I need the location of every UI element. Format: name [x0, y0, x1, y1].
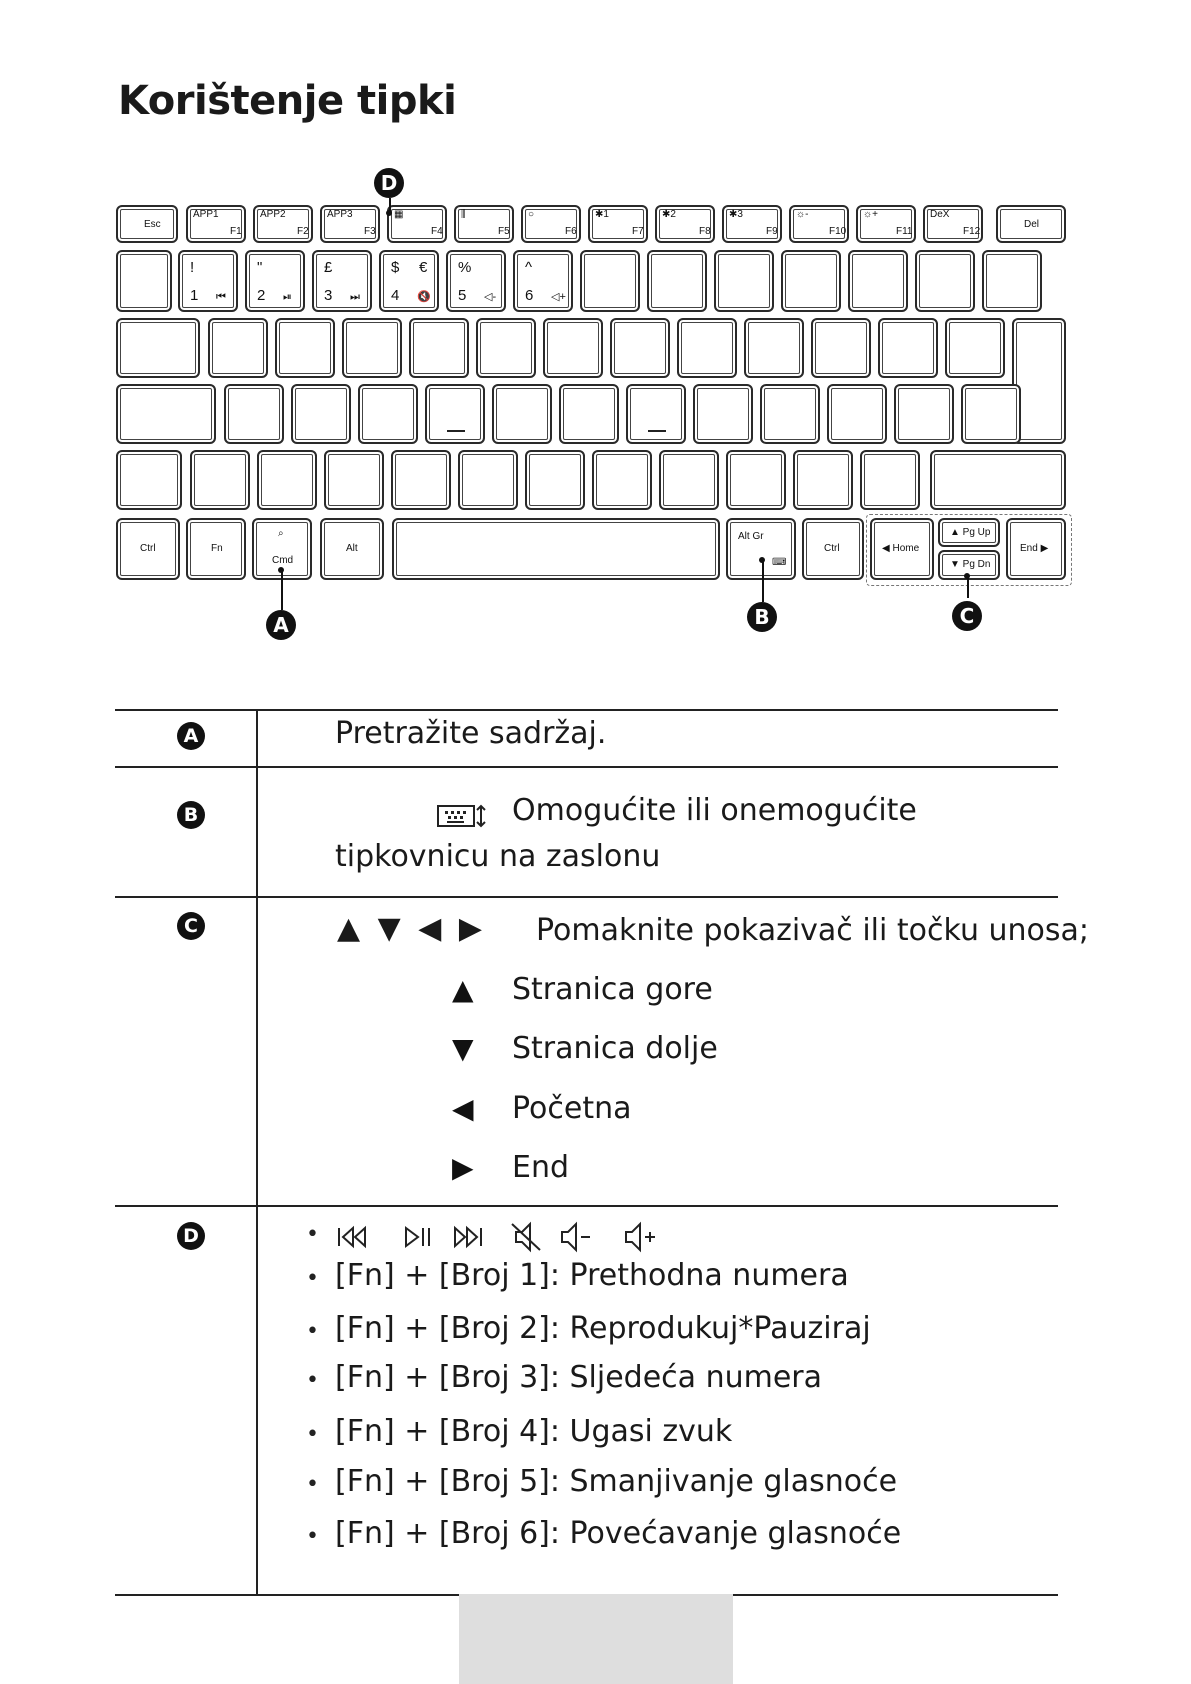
key-f-label: F11 [896, 226, 913, 237]
key [257, 450, 317, 510]
keyboard-diagram [0, 0, 1191, 640]
callout-b-dot [759, 557, 765, 563]
key-backtick [116, 250, 172, 312]
row-c-arrows: ▲ ▼ ◀ ▶ [337, 911, 486, 946]
home-icon: ◀ [452, 1092, 474, 1125]
key-label-home: ◀ Home [882, 543, 920, 554]
bullet: • [306, 1422, 319, 1447]
row-d-item: [Fn] + [Broj 1]: Prethodna numera [335, 1258, 849, 1293]
row-d-item: [Fn] + [Broj 2]: Reprodukuj*Pauziraj [335, 1311, 871, 1346]
footer-block [459, 1594, 733, 1684]
key [848, 250, 908, 312]
key-f-label: F7 [632, 226, 644, 237]
table-column-divider [256, 709, 258, 1595]
key [476, 318, 536, 378]
key-f-label: F4 [431, 226, 443, 237]
key-alt-label: € [419, 259, 428, 276]
key-shift-label: ! [190, 259, 195, 276]
key-media-icon: 🔇 [417, 291, 431, 303]
row-c-item-4: End [512, 1150, 570, 1185]
key [425, 384, 485, 444]
key-shift-right [930, 450, 1066, 510]
key-f2 [253, 205, 313, 243]
key-number-label: 3 [324, 287, 333, 304]
page-up-icon: ▲ [452, 973, 474, 1006]
key-f-label: F12 [963, 226, 981, 237]
key-number-label: 5 [458, 287, 467, 304]
key-label-ctrl: Ctrl [140, 543, 156, 554]
key-number-label: 4 [391, 287, 400, 304]
key-top-label: ☼+ [863, 209, 879, 220]
home-bump [648, 430, 666, 432]
key-number-label: 1 [190, 287, 199, 304]
key-ctrl-left [116, 518, 180, 580]
key [190, 450, 250, 510]
keyboard-icon: ⌨ [772, 557, 787, 568]
key-f-label: F8 [699, 226, 711, 237]
key-number-4 [379, 250, 439, 312]
key-shift-label: $ [391, 259, 400, 276]
key [811, 318, 871, 378]
key-label-end: End ▶ [1020, 543, 1049, 554]
key [525, 450, 585, 510]
key-caps [116, 384, 216, 444]
key [208, 318, 268, 378]
key [275, 318, 335, 378]
key-number-6 [513, 250, 573, 312]
key-number-3 [312, 250, 372, 312]
row-c-item-1: Stranica gore [512, 972, 713, 1007]
key-f-label: F1 [230, 226, 242, 237]
row-badge-a: A [177, 722, 205, 750]
key [342, 318, 402, 378]
key-f12 [923, 205, 983, 243]
onscreen-keyboard-icon [437, 803, 487, 829]
row-c-item-2: Stranica dolje [512, 1031, 718, 1066]
key-media-icon: ◁+ [551, 291, 566, 303]
key [592, 450, 652, 510]
key-f-label: F2 [297, 226, 309, 237]
key-media-icon: ⏭ [350, 291, 360, 303]
callout-c: C [952, 601, 982, 631]
row-d-item: [Fn] + [Broj 6]: Povećavanje glasnoće [335, 1516, 902, 1551]
key-label-alt: Alt [346, 543, 358, 554]
key-number-1 [178, 250, 238, 312]
key-f1 [186, 205, 246, 243]
end-icon: ▶ [452, 1151, 474, 1184]
key [409, 318, 469, 378]
key [580, 250, 640, 312]
callout-b: B [747, 602, 777, 632]
key-f3 [320, 205, 380, 243]
key-shift-label: " [257, 259, 263, 276]
key [626, 384, 686, 444]
key [358, 384, 418, 444]
callout-c-dot [964, 573, 970, 579]
key [760, 384, 820, 444]
key-f8 [655, 205, 715, 243]
search-icon: ⌕ [278, 528, 284, 539]
row-d-item: [Fn] + [Broj 4]: Ugasi zvuk [335, 1414, 733, 1449]
key-media-icon: ⏯ [283, 291, 292, 303]
key-label-pgup: ▲ Pg Up [950, 527, 991, 538]
key-label-ctrl: Ctrl [824, 543, 840, 554]
row-d-item: [Fn] + [Broj 3]: Sljedeća numera [335, 1360, 823, 1395]
key-top-label: ☼- [796, 209, 809, 220]
key-top-label: ✱1 [595, 209, 609, 220]
key-top-label: APP3 [327, 209, 353, 220]
bullet: • [306, 1266, 319, 1291]
row-c-item-3: Početna [512, 1091, 632, 1126]
key-label-fn: Fn [211, 543, 223, 554]
key-top-label: ▦ [394, 209, 404, 220]
key-number-2 [245, 250, 305, 312]
key [982, 250, 1042, 312]
bullet: • [306, 1222, 319, 1247]
key-top-label: ✱2 [662, 209, 676, 220]
callout-a: A [266, 610, 296, 640]
key-f11 [856, 205, 916, 243]
key-f10 [789, 205, 849, 243]
row-b-text-line2: tipkovnicu na zaslonu [335, 839, 661, 874]
key-number-5 [446, 250, 506, 312]
key-f-label: F6 [565, 226, 577, 237]
key-f6 [521, 205, 581, 243]
key [659, 450, 719, 510]
key-top-label: APP2 [260, 209, 286, 220]
bullet: • [306, 1472, 319, 1497]
key-label-pgdn: ▼ Pg Dn [950, 559, 991, 570]
key-number-label: 6 [525, 287, 534, 304]
callout-b-line [762, 560, 764, 602]
key-top-label: ✱3 [729, 209, 743, 220]
key-altgr [726, 518, 796, 580]
key-media-icon: ⏮ [216, 291, 226, 303]
page-down-icon: ▼ [452, 1032, 474, 1065]
key [291, 384, 351, 444]
key [391, 450, 451, 510]
key [793, 450, 853, 510]
callout-d-dot [386, 210, 392, 216]
key-f4 [387, 205, 447, 243]
row-badge-c: C [177, 912, 205, 940]
callout-a-line [281, 570, 283, 610]
bullet: • [306, 1319, 319, 1344]
key [827, 384, 887, 444]
row-badge-d: D [177, 1222, 205, 1250]
key-label-esc: Esc [144, 219, 161, 230]
key-label-altgr: Alt Gr [738, 531, 764, 542]
key-alt [320, 518, 384, 580]
key-f7 [588, 205, 648, 243]
key [878, 318, 938, 378]
key-esc [116, 205, 178, 243]
row-a-text: Pretražite sadržaj. [335, 716, 607, 751]
callout-d: D [374, 168, 404, 198]
key-label-cmd: Cmd [272, 555, 294, 566]
key-del [996, 205, 1066, 243]
key-number-label: 2 [257, 287, 266, 304]
row-b-text-line1: Omogućite ili onemogućite [512, 793, 917, 828]
bullet: • [306, 1368, 319, 1393]
key [610, 318, 670, 378]
key [693, 384, 753, 444]
key-top-label: APP1 [193, 209, 219, 220]
key-top-label: ○ [528, 209, 535, 220]
key [744, 318, 804, 378]
key [677, 318, 737, 378]
key-tab [116, 318, 200, 378]
key-shift-left [116, 450, 182, 510]
key-f9 [722, 205, 782, 243]
media-icons [336, 1220, 676, 1254]
key [543, 318, 603, 378]
key [224, 384, 284, 444]
row-d-item: [Fn] + [Broj 5]: Smanjivanje glasnoće [335, 1464, 898, 1499]
key-space [392, 518, 720, 580]
key [458, 450, 518, 510]
key [894, 384, 954, 444]
key-label-del: Del [1024, 219, 1040, 230]
home-bump [447, 430, 465, 432]
key-media-icon: ◁- [484, 291, 497, 303]
key [781, 250, 841, 312]
key-f-label: F5 [498, 226, 510, 237]
key-shift-label: £ [324, 259, 333, 276]
key-top-label: ⫼ [461, 209, 466, 220]
key-fn [186, 518, 246, 580]
key [492, 384, 552, 444]
key [559, 384, 619, 444]
key [726, 450, 786, 510]
page-title: Korištenje tipki [118, 78, 457, 124]
key-f-label: F3 [364, 226, 376, 237]
row-badge-b: B [177, 801, 205, 829]
key [915, 250, 975, 312]
callout-a-dot [278, 567, 284, 573]
bullet: • [306, 1524, 319, 1549]
key [860, 450, 920, 510]
row-c-main-text: Pomaknite pokazivač ili točku unosa; [536, 913, 1089, 948]
key [324, 450, 384, 510]
key [961, 384, 1021, 444]
key [714, 250, 774, 312]
key-top-label: DeX [930, 209, 950, 220]
key-f5 [454, 205, 514, 243]
callout-c-line [967, 576, 969, 598]
key-f-label: F10 [829, 226, 847, 237]
key-f-label: F9 [766, 226, 778, 237]
key-shift-label: ^ [525, 259, 533, 276]
key-ctrl-right [802, 518, 864, 580]
key [647, 250, 707, 312]
key [945, 318, 1005, 378]
key-shift-label: % [458, 259, 472, 276]
